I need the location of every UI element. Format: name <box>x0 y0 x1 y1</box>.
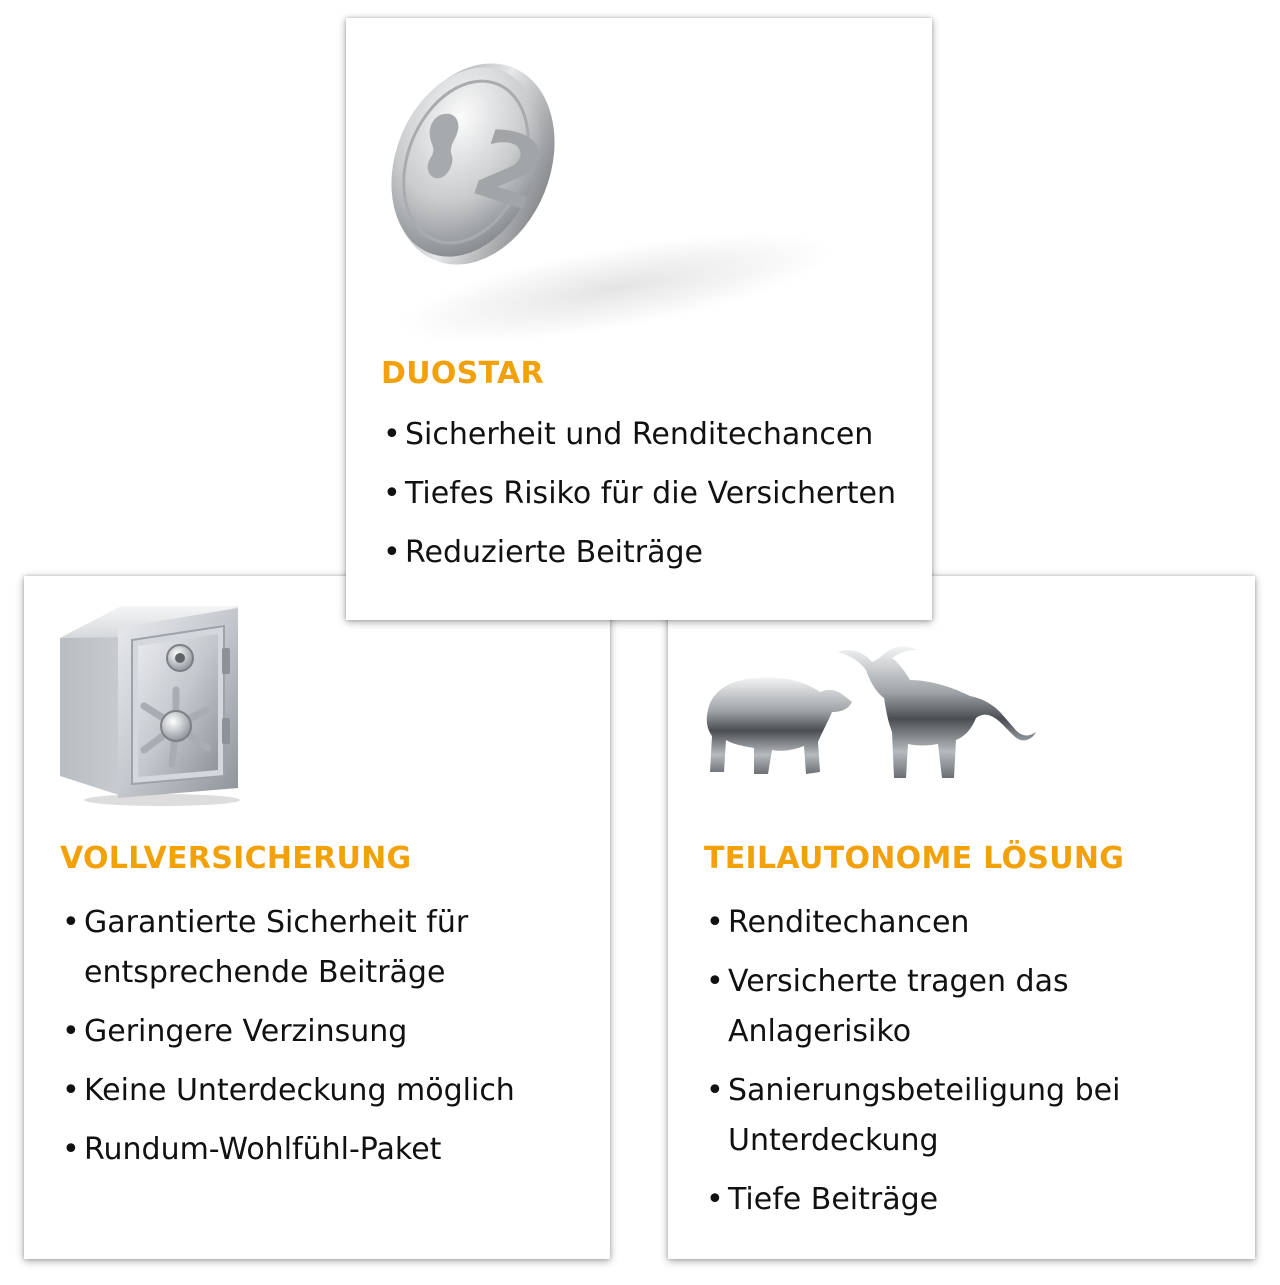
svg-text:2: 2 <box>460 106 559 234</box>
list-item: • Rundum-Wohlfühl-Paket <box>60 1125 600 1175</box>
coin-icon <box>366 60 836 360</box>
list-item: • Keine Unterdeckung möglich <box>60 1066 600 1116</box>
list-item: • Reduzierte Beiträge <box>381 528 921 578</box>
safe-icon <box>52 598 242 808</box>
bullet-list <box>704 898 1244 1234</box>
list-item: • Sicherheit und Renditechancen <box>381 410 921 460</box>
bullet-list <box>381 410 921 587</box>
card-title: TEILAUTONOME LÖSUNG <box>704 841 1125 876</box>
list-item: • Geringere Verzinsung <box>60 1007 600 1057</box>
bullet-list <box>60 898 600 1184</box>
list-item: • Sanierungsbeteiligung bei Unterdeckung <box>704 1066 1244 1166</box>
list-item: • Garantierte Sicherheit für entsprechende Beiträge <box>60 898 600 998</box>
card-title: DUOSTAR <box>381 356 544 391</box>
list-item: • Renditechancen <box>704 898 1244 948</box>
bear-bull-icon <box>702 632 1052 792</box>
card-vollversicherung <box>24 576 610 1259</box>
card-title: VOLLVERSICHERUNG <box>60 841 412 876</box>
card-duostar <box>346 18 932 620</box>
list-item: • Tiefe Beiträge <box>704 1175 1244 1225</box>
list-item: • Tiefes Risiko für die Versicherten <box>381 469 921 519</box>
card-teilautonome-loesung <box>668 576 1255 1259</box>
list-item: • Versicherte tragen das Anlagerisiko <box>704 957 1244 1057</box>
